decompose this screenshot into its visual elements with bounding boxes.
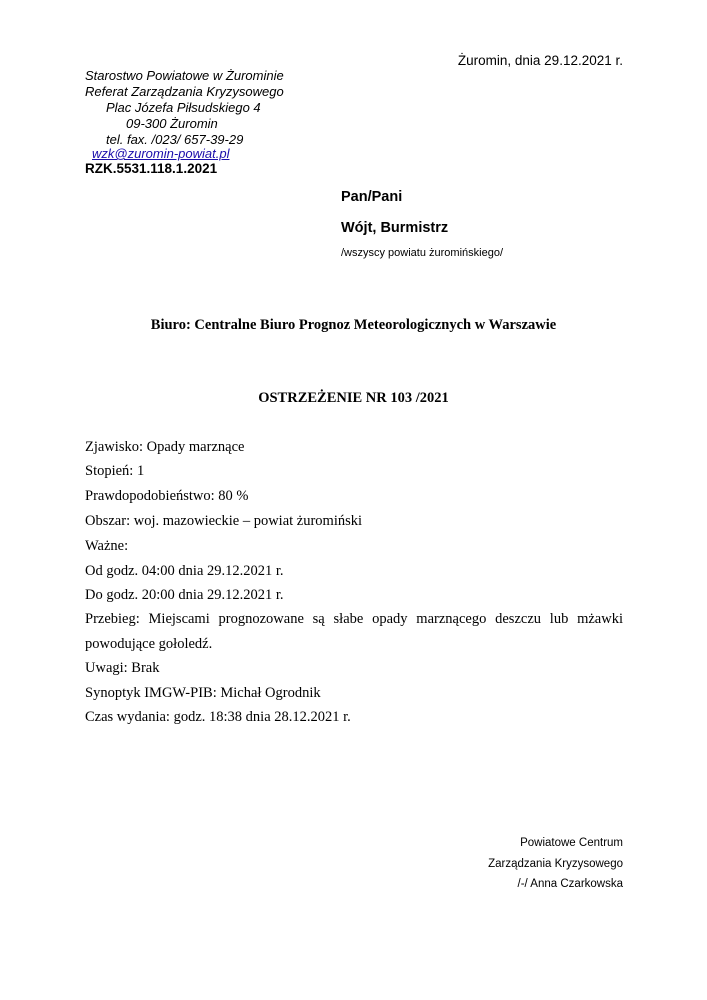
bureau-heading: Biuro: Centralne Biuro Prognoz Meteorologicznych w Warszawie: [150, 317, 557, 333]
sender-phone: tel. fax. /023/ 657-39-29: [106, 132, 244, 147]
detail-remarks: Uwagi: Brak: [85, 660, 160, 676]
detail-area: Obszar: woj. mazowieckie – powiat żuromiński: [85, 513, 363, 529]
detail-valid-to: Do godz. 20:00 dnia 29.12.2021 r.: [85, 587, 284, 603]
addressee-title: Wójt, Burmistrz: [341, 220, 449, 236]
sender-email-link[interactable]: wzk@zuromin-powiat.pl: [92, 146, 230, 161]
detail-course-continued: powodujące gołoledź.: [85, 636, 213, 652]
detail-degree: Stopień: 1: [85, 463, 145, 479]
detail-probability: Prawdopodobieństwo: 80 %: [85, 488, 249, 504]
detail-phenomenon: Zjawisko: Opady marznące: [85, 439, 245, 455]
detail-valid-from: Od godz. 04:00 dnia 29.12.2021 r.: [85, 563, 284, 579]
warning-title: OSTRZEŻENIE NR 103 /2021: [258, 390, 449, 406]
detail-valid-label: Ważne:: [85, 538, 129, 554]
addressee-salutation: Pan/Pani: [341, 189, 403, 205]
detail-course: Przebieg: Miejscami prognozowane są słabe opady marznącego deszczu lub mżawki: [85, 611, 623, 627]
detail-issue-time: Czas wydania: godz. 18:38 dnia 28.12.2021 r.: [85, 709, 351, 725]
reference-number: RZK.5531.118.1.2021: [85, 161, 218, 176]
document-date: Żuromin, dnia 29.12.2021 r.: [457, 53, 623, 68]
detail-forecaster: Synoptyk IMGW-PIB: Michał Ogrodnik: [85, 685, 321, 701]
signature-org-line2: Zarządzania Kryzysowego: [488, 858, 623, 870]
signature-name: /-/ Anna Czarkowska: [517, 878, 623, 890]
addressee-scope: /wszyscy powiatu żuromińskiego/: [341, 247, 504, 259]
sender-office: Starostwo Powiatowe w Żurominie: [85, 68, 284, 83]
signature-org-line1: Powiatowe Centrum: [520, 837, 623, 849]
sender-department: Referat Zarządzania Kryzysowego: [85, 84, 284, 99]
sender-postal-city: 09-300 Żuromin: [126, 116, 218, 131]
sender-street: Plac Józefa Piłsudskiego 4: [106, 100, 261, 115]
